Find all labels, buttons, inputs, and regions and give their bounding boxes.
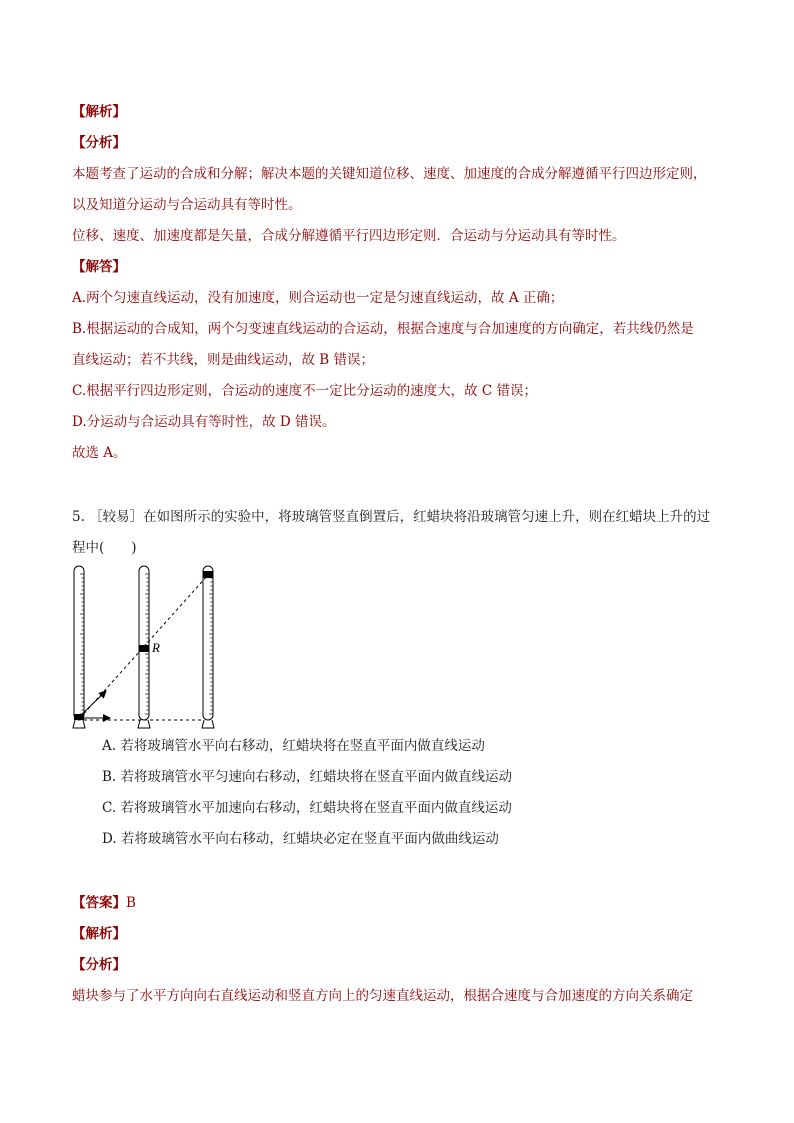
answer-value: B: [126, 895, 136, 911]
tube-left: [73, 566, 85, 728]
fenxi-heading-2: 【分析】: [72, 957, 126, 973]
option-d: D. 若将玻璃管水平向右移动，红蜡块必定在竖直平面内做曲线运动: [102, 831, 499, 847]
fenxi-text-line-2: 以及知道分运动与合运动具有等时性。: [72, 197, 302, 213]
question-5-line-1: 5. ［较易］在如图所示的实验中，将玻璃管竖直倒置后，红蜡块将沿玻璃管匀速上升，则在红蜡块上升的过: [72, 509, 711, 525]
jieda-line-a: A.两个匀速直线运动，没有加速度，则合运动也一定是匀速直线运动，故 A 正确；: [72, 290, 564, 306]
answer-line: [72, 893, 136, 913]
fenxi-text-line-3: 位移、速度、加速度都是矢量，合成分解遵循平行四边形定则．合运动与分运动具有等时性。: [72, 228, 626, 244]
jieda-heading: 【解答】: [72, 259, 126, 275]
option-c: C. 若将玻璃管水平加速向右移动，红蜡块将在竖直平面内做直线运动: [102, 800, 512, 816]
fenxi-heading: 【分析】: [72, 135, 126, 151]
jieda-line-d: D.分运动与合运动具有等时性，故 D 错误。: [72, 414, 336, 430]
jieda-conclusion: 故选 A。: [72, 445, 127, 461]
jieda-line-b2: 直线运动；若不共线，则是曲线运动，故 B 错误；: [72, 352, 375, 368]
red-block-end: [203, 571, 213, 578]
fenxi-text-line-1: 本题考查了运动的合成和分解；解决本题的关键知道位移、速度、加速度的合成分解遵循平行四边形定则，: [72, 166, 707, 182]
jieda-line-b1: B.根据运动的合成知，两个匀变速直线运动的合运动，根据合速度与合加速度的方向确定，若共线仍然是: [72, 321, 694, 337]
option-b: B. 若将玻璃管水平匀速向右移动，红蜡块将在竖直平面内做直线运动: [102, 769, 513, 785]
jieda-line-c: C.根据平行四边形定则，合运动的速度不一定比分运动的速度大，故 C 错误；: [72, 383, 538, 399]
tube-right: [202, 566, 214, 728]
option-a: A. 若将玻璃管水平向右移动，红蜡块将在竖直平面内做直线运动: [102, 738, 485, 754]
velocity-arrow-diagonal: [79, 691, 106, 717]
glass-tube-figure: [62, 560, 232, 732]
jiexi-heading: 【解析】: [72, 104, 126, 120]
jiexi-heading-2: 【解析】: [72, 926, 126, 942]
tube-middle: [138, 566, 150, 728]
fenxi-text-2: 蜡块参与了水平方向向右直线运动和竖直方向上的匀速直线运动，根据合速度与合加速度的方向关系确定: [72, 988, 693, 1004]
label-r: R: [152, 640, 160, 655]
answer-heading: 【答案】: [72, 895, 126, 911]
question-5-line-2: 程中( ): [72, 540, 137, 556]
